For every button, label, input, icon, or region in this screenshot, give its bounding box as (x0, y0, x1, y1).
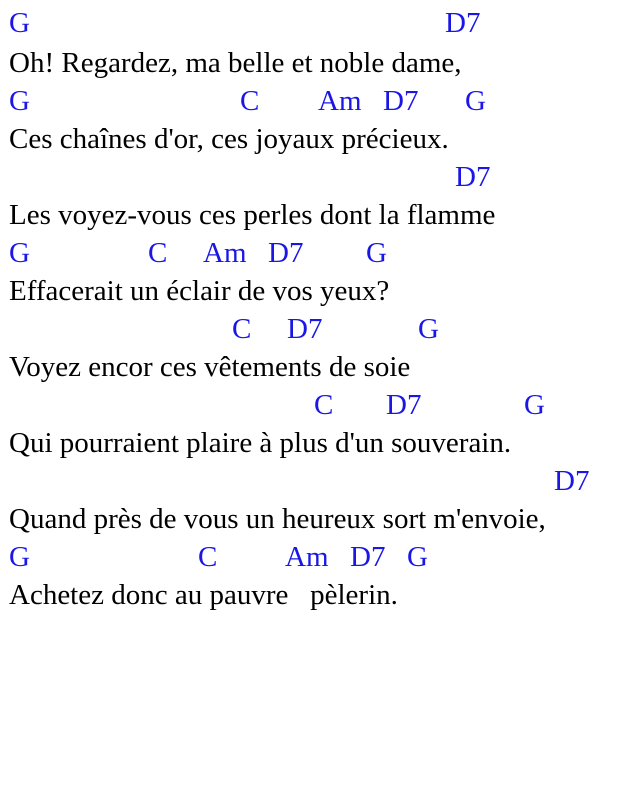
lyric-text: Voyez encor ces vêtements de soie (9, 351, 411, 383)
lyric-line (0, 576, 625, 614)
chord-line (0, 386, 625, 424)
chord-line (0, 158, 625, 196)
lyric-line (0, 120, 625, 158)
chord: G (9, 541, 30, 573)
chord: Am (318, 85, 362, 117)
lyric-line (0, 348, 625, 386)
chord: D7 (383, 85, 419, 117)
lyric-line (0, 272, 625, 310)
chord: G (524, 389, 545, 421)
lyric-text: Effacerait un éclair de vos yeux? (9, 275, 390, 307)
chord: G (366, 237, 387, 269)
chord: D7 (386, 389, 422, 421)
chord: C (240, 85, 260, 117)
chord-line (0, 4, 625, 42)
chord: D7 (445, 7, 481, 39)
lyric-line (0, 424, 625, 462)
chord: C (198, 541, 218, 573)
lyric-text: Qui pourraient plaire à plus d'un souverain. (9, 427, 512, 459)
chord: G (407, 541, 428, 573)
chord-line (0, 310, 625, 348)
chord: D7 (287, 313, 323, 345)
chord-line (0, 234, 625, 272)
lyric-text: Les voyez-vous ces perles dont la flamme (9, 199, 496, 231)
lyric-text: Oh! Regardez, ma belle et noble dame, (9, 47, 462, 79)
chord: C (314, 389, 334, 421)
lyric-text: Achetez donc au pauvre pèlerin. (9, 579, 398, 611)
chord-line (0, 538, 625, 576)
chord: Am (285, 541, 329, 573)
chord: G (465, 85, 486, 117)
chord: C (232, 313, 252, 345)
lyric-text: Ces chaînes d'or, ces joyaux précieux. (9, 123, 449, 155)
chord: G (9, 85, 30, 117)
chord: G (9, 7, 30, 39)
chord: C (148, 237, 168, 269)
chord: Am (203, 237, 247, 269)
chord: G (418, 313, 439, 345)
lyric-line (0, 196, 625, 234)
chord-line (0, 462, 625, 500)
chord-line (0, 82, 625, 120)
chord: D7 (350, 541, 386, 573)
chord: D7 (268, 237, 304, 269)
chord: D7 (554, 465, 590, 497)
chord: D7 (455, 161, 491, 193)
lyric-text: Quand près de vous un heureux sort m'envoie, (9, 503, 546, 535)
chord: G (9, 237, 30, 269)
lyric-line (0, 500, 625, 538)
lyric-line (0, 44, 625, 82)
